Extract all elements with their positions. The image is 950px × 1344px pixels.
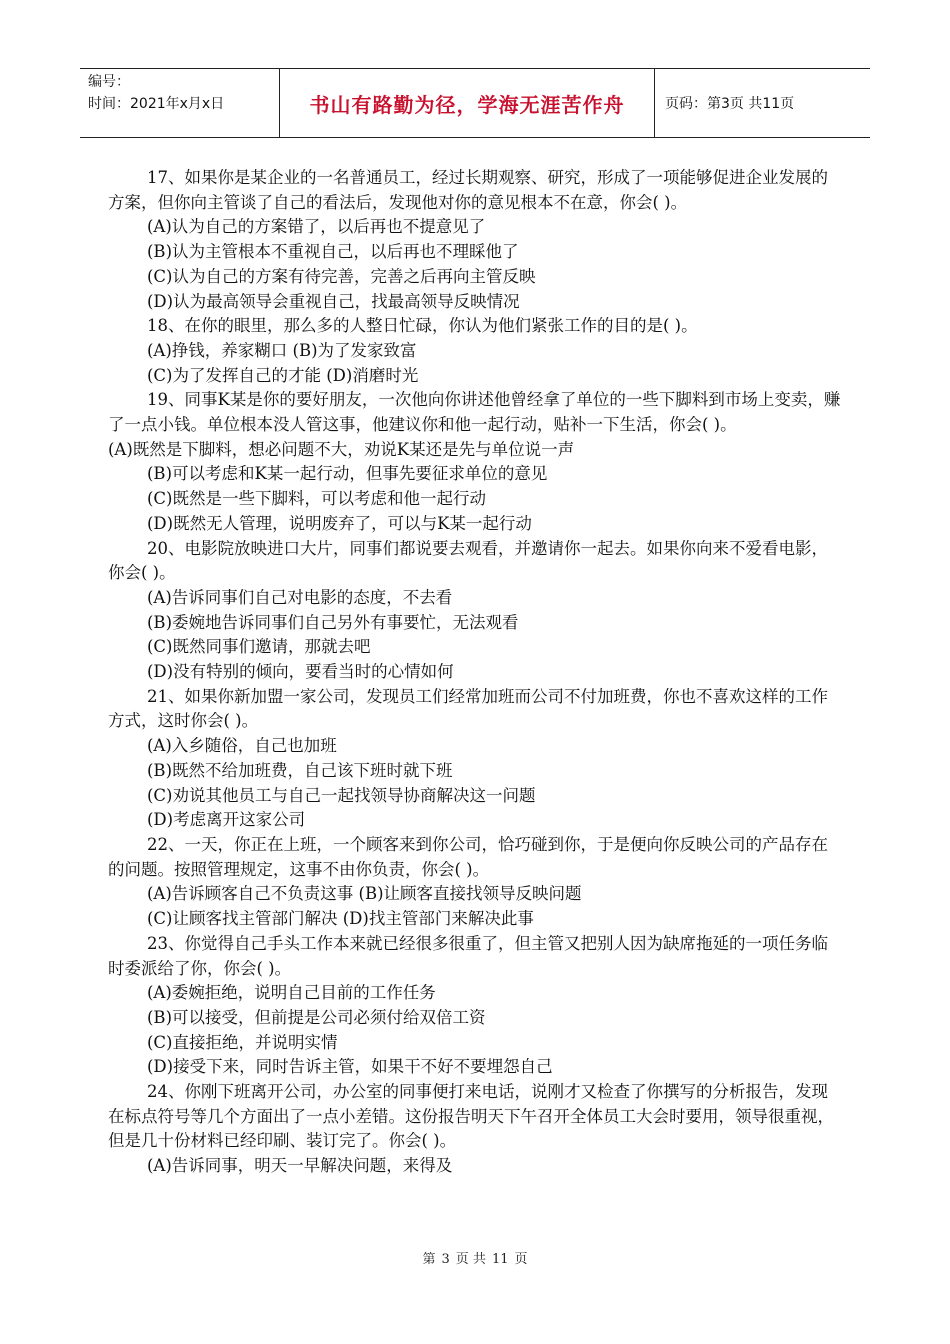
- answer-option: (B)委婉地告诉同事们自己另外有事要忙，无法观看: [147, 612, 519, 632]
- answer-option: (C)既然同事们邀请，那就去吧: [147, 637, 371, 657]
- question-text: 22、一天，你正在上班，一个顾客来到你公司，恰巧碰到你，于是便向你反映公司的产品存在的问题。按照管理规定，这事不由你负责，你会( )。: [108, 834, 828, 879]
- answer-option: (B)可以接受，但前提是公司必须付给双倍工资: [147, 1007, 486, 1027]
- answer-option: (C)为了发挥自己的才能 (D)消磨时光: [147, 365, 419, 385]
- question-text: 19、同事K某是你的要好朋友，一次他向你讲述他曾经拿了单位的一些下脚料到市场上变卖，赚了一点小钱。单位根本没人管这事，他建议你和他一起行动，贴补一下生活，你会( )。: [108, 390, 841, 435]
- question-text: 17、如果你是某企业的一名普通员工，经过长期观察、研究，形成了一项能够促进企业发展的方案，但你向主管谈了自己的看法后，发现他对你的意见根本不在意，你会( )。: [108, 168, 828, 212]
- answer-option: (C)直接拒绝，并说明实情: [147, 1032, 338, 1052]
- answer-option: (C)既然是一些下脚料，可以考虑和他一起行动: [147, 489, 486, 509]
- question-text: 21、如果你新加盟一家公司，发现员工们经常加班而公司不付加班费，你也不喜欢这样的工作方式，这时你会( )。: [108, 686, 828, 731]
- page-footer: [0, 1248, 950, 1267]
- answer-option: (A)挣钱，养家糊口 (B)为了发家致富: [147, 340, 417, 360]
- question-text: 18、在你的眼里，那么多的人整日忙碌，你认为他们紧张工作的目的是( )。: [147, 316, 698, 336]
- page-header: [80, 68, 870, 138]
- answer-option: (D)既然无人管理，说明废弃了，可以与K某一起行动: [147, 513, 532, 533]
- document-date: 时间：2021年x月x日: [88, 96, 225, 112]
- answer-option: (A)既然是下脚料，想必问题不大，劝说K某还是先与单位说一声: [108, 439, 575, 459]
- answer-option: (A)告诉同事们自己对电影的态度，不去看: [147, 587, 453, 607]
- answer-option: (B)认为主管根本不重视自己，以后再也不理睬他了: [147, 242, 519, 262]
- footer-suffix: 页: [514, 1252, 528, 1267]
- footer-total-pages: 11: [491, 1252, 509, 1267]
- answer-option: (B)既然不给加班费，自己该下班时就下班: [147, 760, 453, 780]
- question-text: 20、电影院放映进口大片，同事们都说要去观看，并邀请你一起去。如果你向来不爱看电影，你会( )。: [108, 538, 828, 583]
- header-motto: 书山有路勤为径，学海无涯苦作舟: [280, 69, 655, 137]
- question-text: 24、你刚下班离开公司，办公室的同事便打来电话，说刚才又检查了你撰写的分析报告，发现在标点符号等几个方面出了一点小差错。这份报告明天下午召开全体员工大会时要用，领导很重视，但是几十份材料已经印刷、装订完了。你会( )。: [108, 1082, 834, 1151]
- answer-option: (A)认为自己的方案错了，以后再也不提意见了: [147, 217, 486, 237]
- question-text: 23、你觉得自己手头工作本来就已经很多很重了，但主管又把别人因为缺席拖延的一项任务临时委派给了你，你会( )。: [108, 933, 828, 978]
- question-body: [108, 166, 844, 1179]
- answer-option: (B)可以考虑和K某一起行动，但事先要征求单位的意见: [147, 464, 548, 484]
- footer-prefix: 第: [422, 1252, 436, 1267]
- answer-option: (D)考虑离开这家公司: [147, 810, 306, 830]
- answer-option: (A)告诉同事，明天一早解决问题，来得及: [147, 1156, 453, 1176]
- answer-option: (A)告诉顾客自己不负责这事 (B)让顾客直接找领导反映问题: [147, 884, 582, 904]
- footer-mid: 页 共: [455, 1252, 486, 1267]
- answer-option: (D)认为最高领导会重视自己，找最高领导反映情况: [147, 291, 520, 311]
- document-code-label: 编号：: [88, 74, 130, 90]
- answer-option: (D)没有特别的倾向，要看当时的心情如何: [147, 662, 454, 682]
- answer-option: (D)接受下来，同时告诉主管，如果干不好不要埋怨自己: [147, 1057, 553, 1077]
- answer-option: (A)入乡随俗，自己也加班: [147, 736, 337, 756]
- answer-option: (C)让顾客找主管部门解决 (D)找主管部门来解决此事: [147, 909, 534, 929]
- answer-option: (C)认为自己的方案有待完善，完善之后再向主管反映: [147, 266, 536, 286]
- answer-option: (A)委婉拒绝，说明自己目前的工作任务: [147, 983, 436, 1003]
- footer-page-number: 3: [441, 1252, 450, 1267]
- header-page-info: 页码：第3页 共11页: [665, 96, 795, 112]
- header-meta: [80, 69, 280, 137]
- answer-option: (C)劝说其他员工与自己一起找领导协商解决这一问题: [147, 785, 536, 805]
